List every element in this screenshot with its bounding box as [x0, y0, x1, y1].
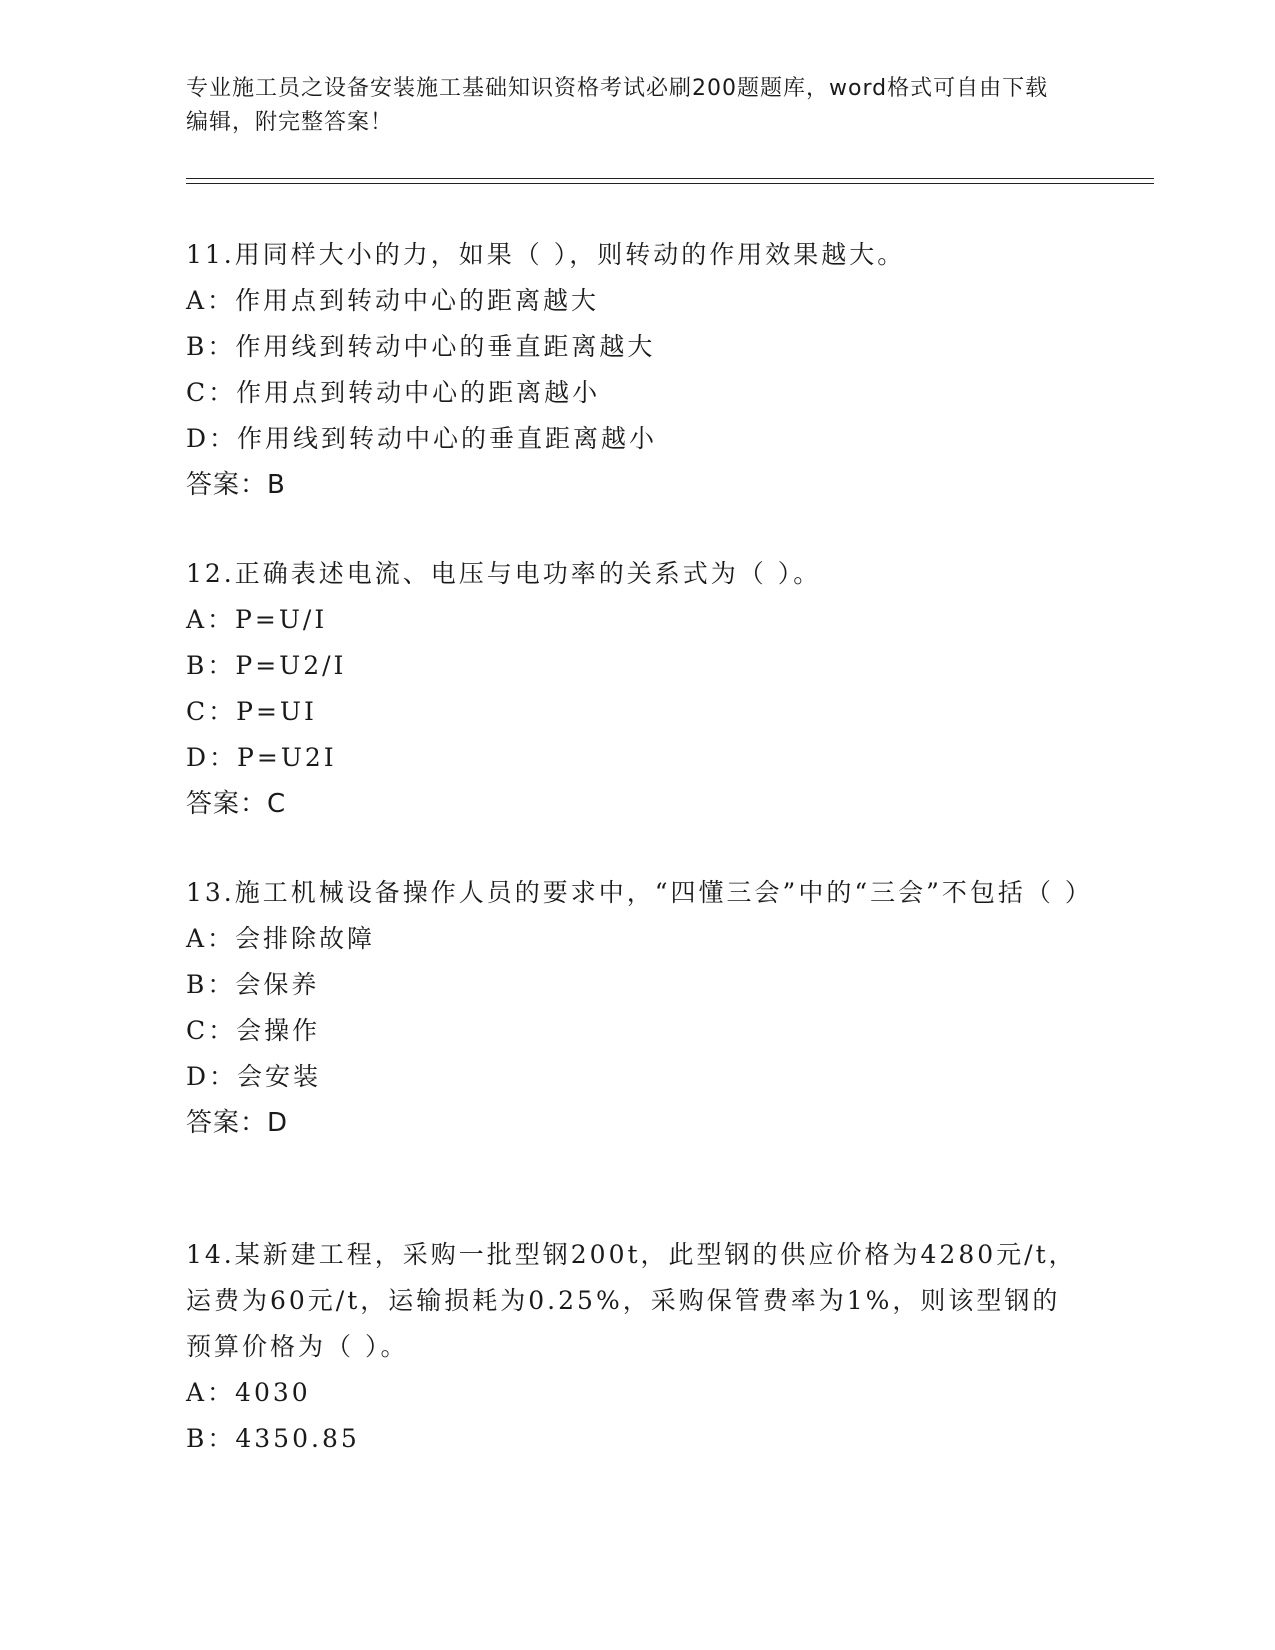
- option-c: C：会操作: [186, 1016, 321, 1045]
- answer-line: 答案：B: [186, 470, 286, 500]
- document-header: 专业施工员之设备安装施工基础知识资格考试必刷200题题库，word格式可自由下载编辑，附完整答案！: [186, 76, 1049, 135]
- option-b: B：4350.85: [186, 1424, 360, 1453]
- option-a: A：4030: [186, 1378, 311, 1407]
- option-a: A：作用点到转动中心的距离越大: [186, 286, 600, 315]
- question-12: [186, 551, 1086, 827]
- answer-line: 答案：D: [186, 1108, 289, 1138]
- option-b: B：作用线到转动中心的垂直距离越大: [186, 332, 656, 361]
- option-d: D：作用线到转动中心的垂直距离越小: [186, 424, 658, 453]
- question-14: [186, 1232, 1086, 1462]
- answer-line: 答案：C: [186, 789, 287, 819]
- option-b: B：P=U2/I: [186, 651, 347, 680]
- question-stem: 12.正确表述电流、电压与电功率的关系式为（ ）。: [186, 559, 822, 588]
- option-c: C：P=UI: [186, 697, 317, 726]
- option-d: D：会安装: [186, 1062, 322, 1091]
- question-stem: 14.某新建工程，采购一批型钢200t，此型钢的供应价格为4280元/t，运费为60元/t，运输损耗为0.25%，采购保管费率为1%，则该型钢的预算价格为（ ）。: [186, 1240, 1077, 1361]
- option-c: C：作用点到转动中心的距离越小: [186, 378, 601, 407]
- question-stem: 13.施工机械设备操作人员的要求中，“四懂三会”中的“三会”不包括（ ）: [186, 878, 1093, 907]
- option-d: D：P=U2I: [186, 743, 337, 772]
- question-13: [186, 870, 1093, 1146]
- header-divider-bottom: [186, 183, 1154, 184]
- header-divider-top: [186, 178, 1154, 179]
- option-a: A：会排除故障: [186, 924, 376, 953]
- option-b: B：会保养: [186, 970, 320, 999]
- question-stem: 11.用同样大小的力，如果（ ），则转动的作用效果越大。: [186, 240, 906, 269]
- question-11: [186, 232, 1086, 508]
- option-a: A：P=U/I: [186, 605, 328, 634]
